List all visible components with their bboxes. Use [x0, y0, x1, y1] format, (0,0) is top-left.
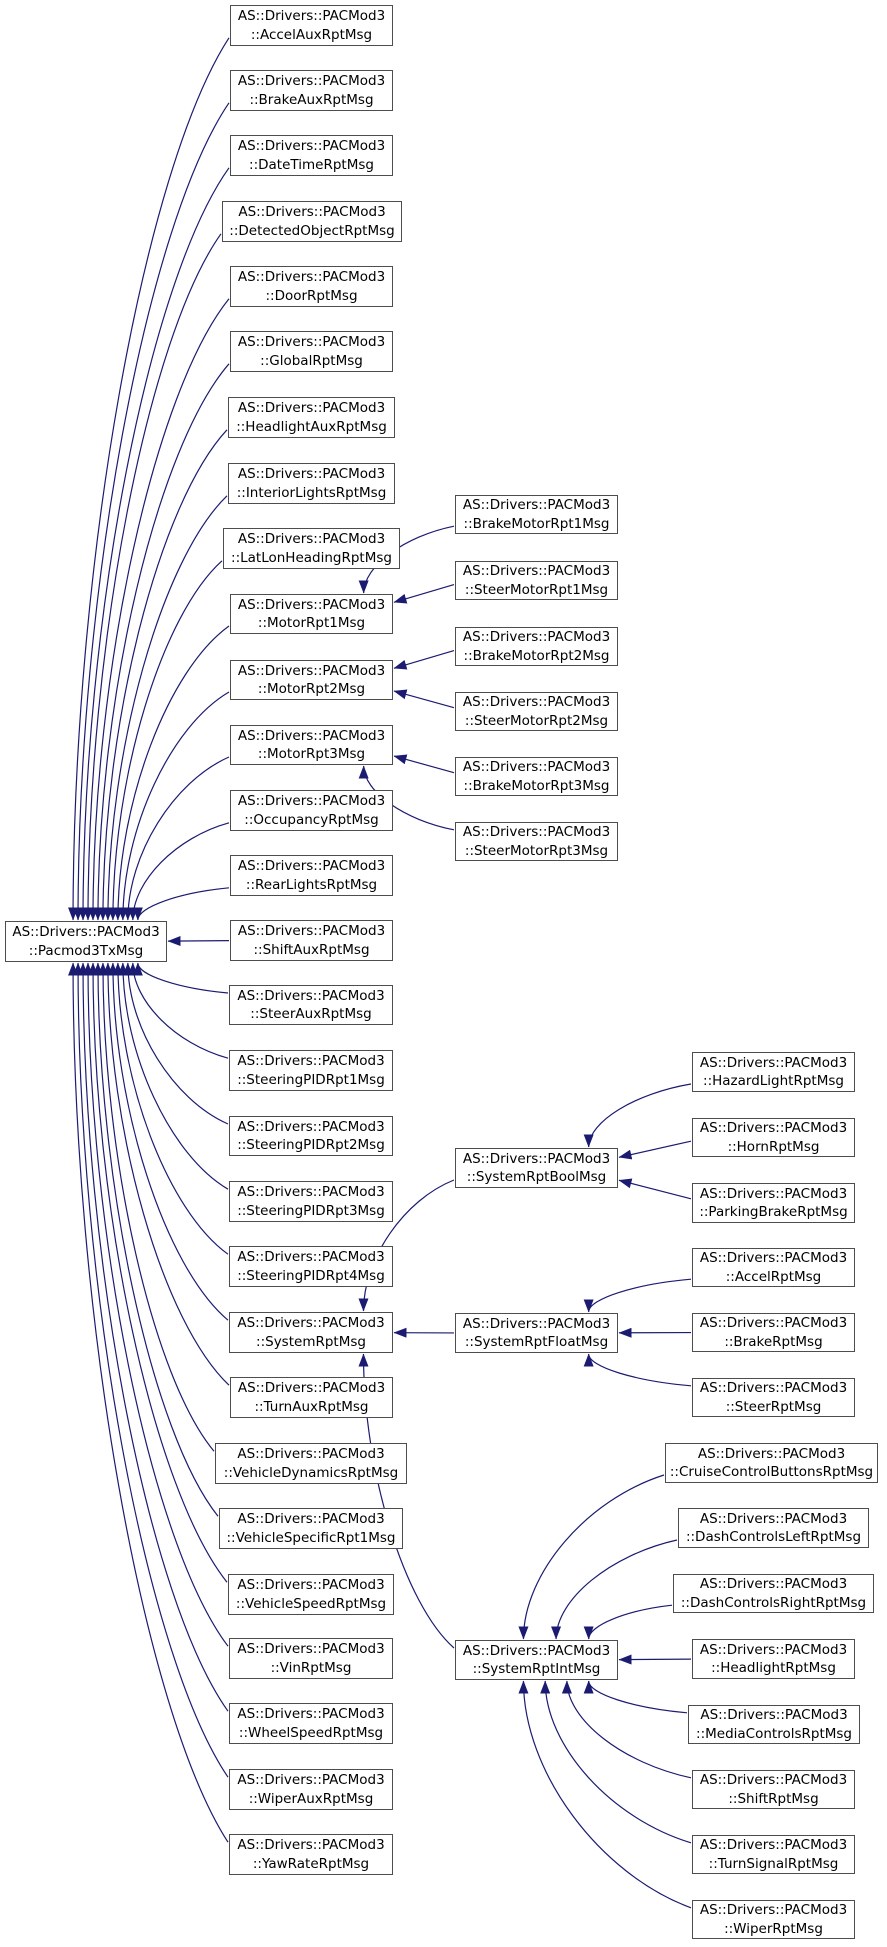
class-node-namespace: AS::Drivers::PACMod3: [462, 1642, 611, 1659]
class-node-classname: ::AccelAuxRptMsg: [250, 26, 373, 43]
class-node-classname: ::HornRptMsg: [727, 1138, 820, 1155]
class-node-namespace: AS::Drivers::PACMod3: [237, 727, 386, 744]
inheritance-edge: [128, 963, 228, 1124]
inheritance-edge: [619, 1659, 691, 1660]
class-node-SystemRptIntMsg[interactable]: [455, 1640, 618, 1680]
class-node-SteerAuxRptMsg[interactable]: [229, 985, 393, 1025]
class-node-SteerMotorRpt3Msg[interactable]: [455, 822, 618, 861]
class-node-DateTimeRptMsg[interactable]: [230, 135, 393, 176]
class-node-classname: ::DashControlsRightRptMsg: [680, 1594, 867, 1611]
inheritance-edge: [589, 1354, 691, 1386]
inheritance-edge: [98, 963, 218, 1516]
inheritance-edge: [168, 941, 229, 942]
class-node-SteeringPIDRpt3Msg[interactable]: [229, 1181, 393, 1222]
class-node-classname: ::WiperAuxRptMsg: [248, 1790, 374, 1807]
class-node-namespace: AS::Drivers::PACMod3: [462, 563, 611, 579]
class-node-classname: ::TurnSignalRptMsg: [708, 1855, 839, 1872]
class-node-MediaControlsRptMsg[interactable]: [688, 1705, 860, 1744]
class-node-namespace: AS::Drivers::PACMod3: [237, 1706, 385, 1722]
class-node-HeadlightAuxRptMsg[interactable]: [228, 397, 395, 438]
inheritance-edge: [567, 1681, 691, 1778]
class-node-RearLightsRptMsg[interactable]: [230, 855, 393, 896]
inheritance-edge: [128, 757, 229, 920]
class-node-namespace: AS::Drivers::PACMod3: [237, 1249, 385, 1265]
inheritance-edge: [394, 691, 454, 708]
class-node-classname: ::BrakeMotorRpt3Msg: [463, 777, 610, 794]
class-node-BrakeAuxRptMsg[interactable]: [230, 70, 393, 111]
class-node-classname: ::VinRptMsg: [270, 1659, 352, 1676]
class-node-namespace: AS::Drivers::PACMod3: [699, 1250, 848, 1266]
class-node-classname: ::SteerAuxRptMsg: [250, 1006, 372, 1022]
inheritance-edge: [589, 1084, 691, 1147]
class-node-classname: ::OccupancyRptMsg: [244, 811, 379, 828]
class-node-namespace: AS::Drivers::PACMod3: [462, 1315, 611, 1332]
class-node-namespace: AS::Drivers::PACMod3: [699, 1772, 848, 1788]
class-node-namespace: AS::Drivers::PACMod3: [699, 1641, 848, 1658]
class-node-namespace: AS::Drivers::PACMod3: [699, 1380, 848, 1396]
class-node-BrakeMotorRpt2Msg[interactable]: [455, 627, 618, 666]
class-node-WheelSpeedRptMsg[interactable]: [229, 1703, 393, 1744]
class-node-classname: ::MotorRpt1Msg: [257, 615, 366, 631]
class-node-DoorRptMsg[interactable]: [230, 266, 393, 307]
class-node-SteeringPIDRpt2Msg[interactable]: [229, 1116, 393, 1156]
class-node-namespace: AS::Drivers::PACMod3: [462, 824, 611, 840]
class-node-GlobalRptMsg[interactable]: [230, 331, 393, 372]
class-node-classname: ::SteeringPIDRpt4Msg: [237, 1267, 385, 1284]
class-node-classname: ::MotorRpt3Msg: [257, 746, 366, 762]
class-node-namespace: AS::Drivers::PACMod3: [237, 1511, 385, 1527]
class-node-namespace: AS::Drivers::PACMod3: [462, 1150, 611, 1167]
inheritance-edge: [545, 1681, 691, 1843]
class-node-namespace: AS::Drivers::PACMod3: [237, 1446, 385, 1462]
class-node-classname: ::DateTimeRptMsg: [249, 156, 374, 173]
class-node-namespace: AS::Drivers::PACMod3: [462, 497, 611, 513]
inheritance-edge: [523, 1475, 664, 1639]
class-node-classname: ::MotorRpt2Msg: [257, 681, 366, 697]
class-node-namespace: AS::Drivers::PACMod3: [12, 924, 160, 940]
class-node-classname: ::SteerMotorRpt1Msg: [464, 581, 609, 598]
class-node-namespace: AS::Drivers::PACMod3: [699, 1315, 848, 1331]
class-node-namespace: AS::Drivers::PACMod3: [237, 8, 386, 24]
class-node-classname: ::DetectedObjectRptMsg: [229, 222, 395, 239]
class-node-namespace: AS::Drivers::PACMod3: [237, 138, 386, 154]
class-node-namespace: AS::Drivers::PACMod3: [699, 1120, 848, 1136]
inheritance-edge: [556, 1540, 677, 1639]
class-node-BrakeMotorRpt3Msg[interactable]: [455, 757, 618, 796]
class-node-MotorRpt3Msg[interactable]: [230, 725, 393, 765]
inheritance-edge: [113, 561, 222, 920]
class-node-classname: ::SteerRptMsg: [725, 1398, 822, 1415]
inheritance-edge: [394, 585, 454, 603]
class-node-namespace: AS::Drivers::PACMod3: [237, 531, 386, 547]
class-node-CruiseControlButtonsRptMsg[interactable]: [665, 1443, 878, 1483]
inheritance-edge: [123, 963, 228, 1189]
class-node-namespace: AS::Drivers::PACMod3: [237, 1577, 385, 1593]
class-node-SystemRptMsg[interactable]: [229, 1312, 393, 1353]
class-node-LatLonHeadingRptMsg[interactable]: [223, 528, 400, 569]
class-node-SteeringPIDRpt4Msg[interactable]: [229, 1246, 393, 1287]
class-node-classname: ::ShiftRptMsg: [728, 1790, 819, 1807]
inheritance-edge: [133, 963, 228, 1058]
class-node-namespace: AS::Drivers::PACMod3: [237, 73, 386, 89]
class-node-namespace: AS::Drivers::PACMod3: [462, 759, 611, 775]
class-node-MotorRpt1Msg[interactable]: [230, 594, 393, 634]
class-node-namespace: AS::Drivers::PACMod3: [237, 1380, 386, 1396]
class-node-classname: ::SteeringPIDRpt1Msg: [237, 1071, 385, 1088]
class-node-classname: ::SystemRptFloatMsg: [464, 1334, 609, 1350]
class-node-TurnAuxRptMsg[interactable]: [230, 1377, 393, 1418]
class-node-DetectedObjectRptMsg[interactable]: [222, 201, 402, 242]
class-node-ShiftAuxRptMsg[interactable]: [230, 920, 393, 961]
inheritance-edge: [394, 756, 454, 773]
class-node-VehicleSpecificRpt1Msg[interactable]: [219, 1508, 403, 1549]
class-node-namespace: AS::Drivers::PACMod3: [237, 1641, 385, 1657]
class-node-namespace: AS::Drivers::PACMod3: [237, 1053, 385, 1069]
class-node-classname: ::LatLonHeadingRptMsg: [231, 549, 392, 566]
class-node-classname: ::TurnAuxRptMsg: [254, 1398, 369, 1415]
inheritance-edge: [394, 651, 454, 669]
class-node-TurnSignalRptMsg[interactable]: [692, 1835, 855, 1874]
class-node-Pacmod3TxMsg[interactable]: [5, 921, 167, 962]
class-node-namespace: AS::Drivers::PACMod3: [462, 629, 611, 645]
class-node-namespace: AS::Drivers::PACMod3: [237, 1837, 385, 1853]
inheritance-edge: [73, 963, 228, 1842]
class-node-namespace: AS::Drivers::PACMod3: [237, 1772, 385, 1788]
class-node-MotorRpt2Msg[interactable]: [230, 660, 393, 700]
class-node-SteerMotorRpt1Msg[interactable]: [455, 561, 618, 600]
class-node-VinRptMsg[interactable]: [229, 1638, 393, 1679]
class-node-HeadlightRptMsg[interactable]: [692, 1639, 855, 1679]
class-node-namespace: AS::Drivers::PACMod3: [237, 1118, 385, 1135]
class-node-SteerMotorRpt2Msg[interactable]: [455, 692, 618, 731]
class-node-SystemRptFloatMsg[interactable]: [455, 1313, 618, 1353]
class-node-ParkingBrakeRptMsg[interactable]: [692, 1183, 855, 1223]
inheritance-edge: [133, 823, 229, 920]
class-node-classname: ::CruiseControlButtonsRptMsg: [669, 1464, 874, 1480]
class-node-namespace: AS::Drivers::PACMod3: [699, 1837, 848, 1853]
class-node-DashControlsRightRptMsg[interactable]: [673, 1574, 874, 1613]
class-node-classname: ::VehicleDynamicsRptMsg: [223, 1464, 399, 1481]
class-node-InteriorLightsRptMsg[interactable]: [228, 463, 395, 504]
class-node-classname: ::SystemRptMsg: [256, 1333, 366, 1350]
class-node-AccelRptMsg[interactable]: [692, 1248, 855, 1287]
class-node-classname: ::HeadlightAuxRptMsg: [236, 418, 387, 435]
class-node-YawRateRptMsg[interactable]: [229, 1834, 393, 1875]
class-node-classname: ::RearLightsRptMsg: [245, 876, 378, 893]
class-node-classname: ::VehicleSpecificRpt1Msg: [226, 1529, 396, 1546]
class-node-classname: ::HazardLightRptMsg: [703, 1073, 844, 1089]
class-node-namespace: AS::Drivers::PACMod3: [237, 466, 386, 482]
class-node-namespace: AS::Drivers::PACMod3: [237, 400, 386, 416]
inheritance-edge: [103, 430, 227, 920]
class-node-classname: ::VehicleSpeedRptMsg: [235, 1595, 387, 1612]
class-node-namespace: AS::Drivers::PACMod3: [699, 1902, 848, 1918]
class-node-OccupancyRptMsg[interactable]: [230, 790, 393, 831]
class-node-classname: ::SystemRptIntMsg: [472, 1661, 601, 1677]
class-node-classname: ::AccelRptMsg: [725, 1268, 822, 1285]
class-node-HornRptMsg[interactable]: [692, 1118, 855, 1157]
class-node-BrakeRptMsg[interactable]: [692, 1313, 855, 1352]
class-node-VehicleSpeedRptMsg[interactable]: [228, 1574, 394, 1615]
class-node-classname: ::BrakeRptMsg: [724, 1333, 823, 1350]
class-node-namespace: AS::Drivers::PACMod3: [237, 858, 386, 874]
class-node-namespace: AS::Drivers::PACMod3: [237, 987, 385, 1004]
class-node-namespace: AS::Drivers::PACMod3: [699, 1054, 848, 1071]
class-node-classname: ::BrakeMotorRpt1Msg: [463, 515, 610, 532]
class-node-classname: ::GlobalRptMsg: [260, 352, 363, 369]
class-node-classname: ::SteerMotorRpt2Msg: [464, 712, 609, 729]
class-node-namespace: AS::Drivers::PACMod3: [237, 1315, 385, 1331]
inheritance-edge: [619, 1180, 691, 1199]
class-node-namespace: AS::Drivers::PACMod3: [237, 923, 386, 939]
class-node-namespace: AS::Drivers::PACMod3: [699, 1510, 848, 1527]
inheritance-edge: [619, 1141, 691, 1157]
class-node-SteerRptMsg[interactable]: [692, 1378, 855, 1417]
class-node-namespace: AS::Drivers::PACMod3: [237, 269, 386, 285]
class-node-SteeringPIDRpt1Msg[interactable]: [229, 1050, 393, 1091]
class-node-namespace: AS::Drivers::PACMod3: [462, 694, 611, 710]
class-node-namespace: AS::Drivers::PACMod3: [699, 1576, 848, 1592]
class-node-namespace: AS::Drivers::PACMod3: [237, 662, 386, 679]
class-node-classname: ::MediaControlsRptMsg: [696, 1725, 852, 1742]
inheritance-edge: [523, 1681, 691, 1908]
class-node-classname: ::ParkingBrakeRptMsg: [699, 1204, 848, 1220]
class-node-BrakeMotorRpt1Msg[interactable]: [455, 495, 618, 534]
class-node-classname: ::SteeringPIDRpt2Msg: [237, 1137, 385, 1153]
class-node-classname: ::DoorRptMsg: [265, 287, 358, 304]
class-node-classname: ::DashControlsLeftRptMsg: [685, 1529, 862, 1545]
inheritance-edge: [138, 888, 229, 920]
class-node-namespace: AS::Drivers::PACMod3: [237, 1184, 385, 1200]
inheritance-edge: [589, 1605, 672, 1639]
class-node-classname: ::WheelSpeedRptMsg: [238, 1724, 384, 1741]
class-node-DashControlsLeftRptMsg[interactable]: [678, 1508, 869, 1548]
class-node-WiperAuxRptMsg[interactable]: [229, 1769, 393, 1810]
class-node-classname: ::ShiftAuxRptMsg: [253, 941, 370, 958]
inheritance-edge: [589, 1681, 687, 1713]
class-node-namespace: AS::Drivers::PACMod3: [699, 1185, 848, 1202]
class-node-namespace: AS::Drivers::PACMod3: [697, 1445, 846, 1462]
class-node-VehicleDynamicsRptMsg[interactable]: [215, 1443, 407, 1484]
class-node-classname: ::SteerMotorRpt3Msg: [464, 842, 609, 859]
inheritance-edge: [138, 963, 228, 993]
class-node-classname: ::WiperRptMsg: [724, 1920, 823, 1937]
class-node-classname: ::Pacmod3TxMsg: [28, 942, 144, 959]
class-node-classname: ::YawRateRptMsg: [252, 1855, 370, 1872]
class-node-classname: ::InteriorLightsRptMsg: [236, 484, 387, 501]
class-node-AccelAuxRptMsg[interactable]: [230, 5, 393, 46]
class-node-classname: ::SteeringPIDRpt3Msg: [237, 1202, 385, 1219]
class-node-classname: ::SystemRptBoolMsg: [466, 1169, 607, 1185]
class-node-classname: ::HeadlightRptMsg: [711, 1660, 836, 1676]
class-node-classname: ::BrakeAuxRptMsg: [249, 91, 374, 108]
class-node-namespace: AS::Drivers::PACMod3: [238, 204, 386, 220]
inheritance-edge: [589, 1279, 691, 1312]
class-node-SystemRptBoolMsg[interactable]: [455, 1148, 618, 1188]
class-node-WiperRptMsg[interactable]: [692, 1900, 855, 1939]
inheritance-edge: [113, 963, 228, 1320]
class-node-HazardLightRptMsg[interactable]: [692, 1052, 855, 1092]
class-node-namespace: AS::Drivers::PACMod3: [237, 596, 386, 613]
class-node-ShiftRptMsg[interactable]: [692, 1770, 855, 1809]
class-node-namespace: AS::Drivers::PACMod3: [700, 1707, 848, 1723]
class-node-classname: ::BrakeMotorRpt2Msg: [463, 647, 610, 664]
class-node-namespace: AS::Drivers::PACMod3: [237, 793, 386, 809]
class-node-namespace: AS::Drivers::PACMod3: [237, 334, 386, 350]
